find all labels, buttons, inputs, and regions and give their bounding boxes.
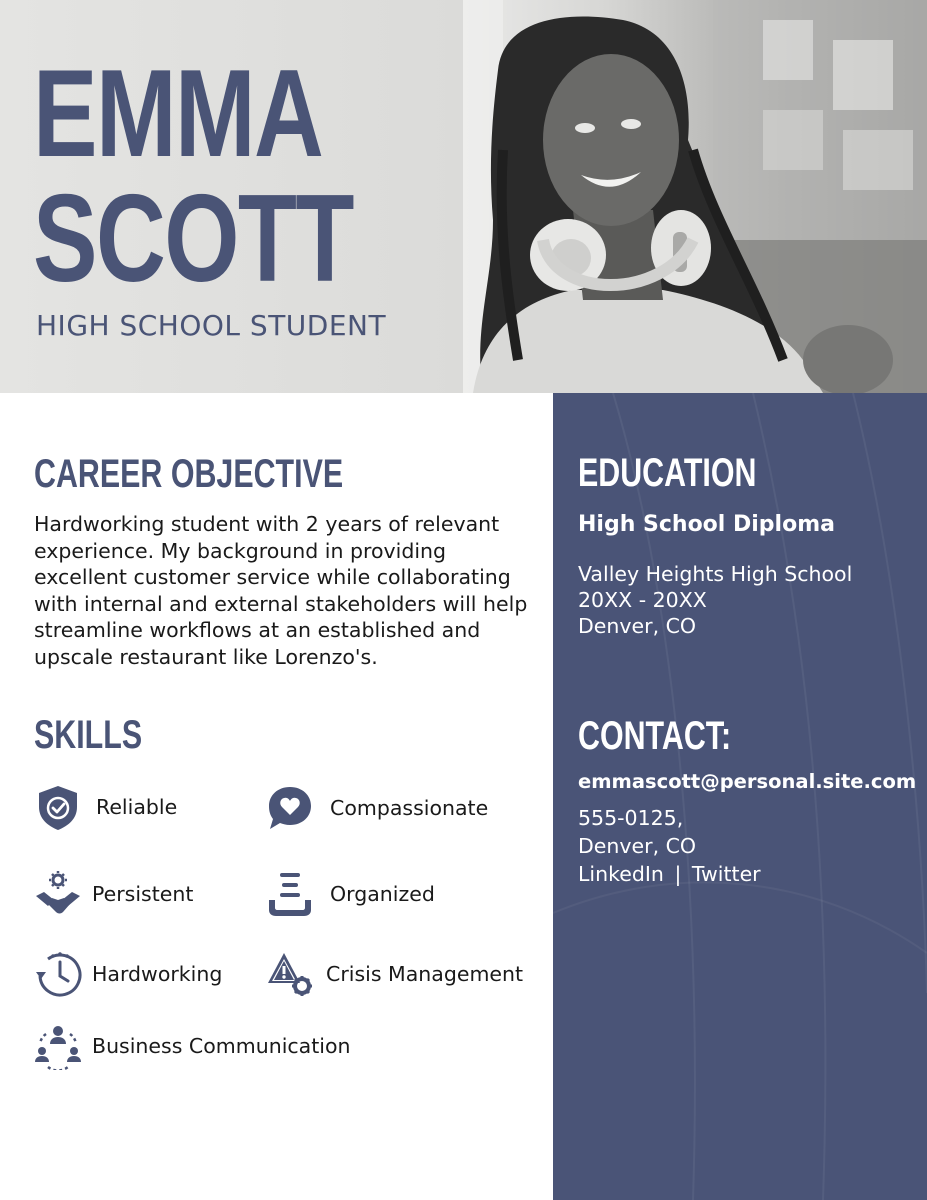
last-name: SCOTT (33, 170, 353, 308)
skill-label: Hardworking (92, 962, 223, 986)
skill-item-persistent (34, 870, 193, 918)
stacked-tray-icon (266, 870, 314, 918)
skill-item-business-communication (34, 1022, 351, 1070)
skill-item-organized (266, 870, 435, 918)
skill-item-crisis-management (266, 950, 523, 998)
skill-label: Organized (330, 882, 435, 906)
clock-history-icon (34, 950, 82, 998)
skill-label: Crisis Management (326, 962, 524, 986)
skill-label: Reliable (96, 795, 178, 819)
first-name: EMMA (33, 45, 323, 183)
profile-photo (463, 0, 927, 393)
skill-label: Compassionate (330, 796, 489, 820)
skill-label: Business Communication (92, 1034, 351, 1058)
shield-check-icon (34, 783, 82, 831)
education-years: 20XX - 20XX (578, 588, 707, 612)
career-objective-heading: CAREER OBJECTIVE (34, 452, 344, 496)
education-location: Denver, CO (578, 614, 697, 638)
social-links (578, 862, 761, 886)
skill-item-compassionate (266, 784, 488, 832)
warning-gear-icon (266, 950, 314, 998)
contact-location: Denver, CO (578, 834, 697, 858)
career-objective-text: Hardworking student with 2 years of relevant experience. My background in providing excellent customer service while collaborating with internal and external stakeholders will help streamline workflows at an established and upscale restaurant like Lorenzo's. (34, 512, 528, 669)
contact-heading: CONTACT: (578, 714, 732, 758)
contact-email[interactable]: emmascott@personal.site.com (578, 770, 917, 793)
job-title: HIGH SCHOOL STUDENT (36, 309, 387, 342)
skill-item-reliable (34, 783, 177, 831)
header-banner (0, 0, 927, 393)
contact-phone: 555-0125, (578, 806, 684, 830)
education-contact-panel (553, 393, 927, 1200)
linkedin-link[interactable]: LinkedIn (578, 862, 664, 886)
team-network-icon (34, 1022, 82, 1070)
skill-item-hardworking (34, 950, 222, 998)
school-name: Valley Heights High School (578, 562, 853, 586)
skills-heading: SKILLS (34, 713, 143, 757)
education-heading: EDUCATION (578, 451, 757, 495)
profile-photo-illustration (463, 0, 927, 393)
handshake-gear-icon (34, 870, 82, 918)
twitter-link[interactable]: Twitter (691, 862, 761, 886)
heart-speech-bubble-icon (266, 784, 314, 832)
skill-label: Persistent (92, 882, 194, 906)
social-separator: | (674, 862, 682, 886)
degree-title: High School Diploma (578, 512, 835, 537)
